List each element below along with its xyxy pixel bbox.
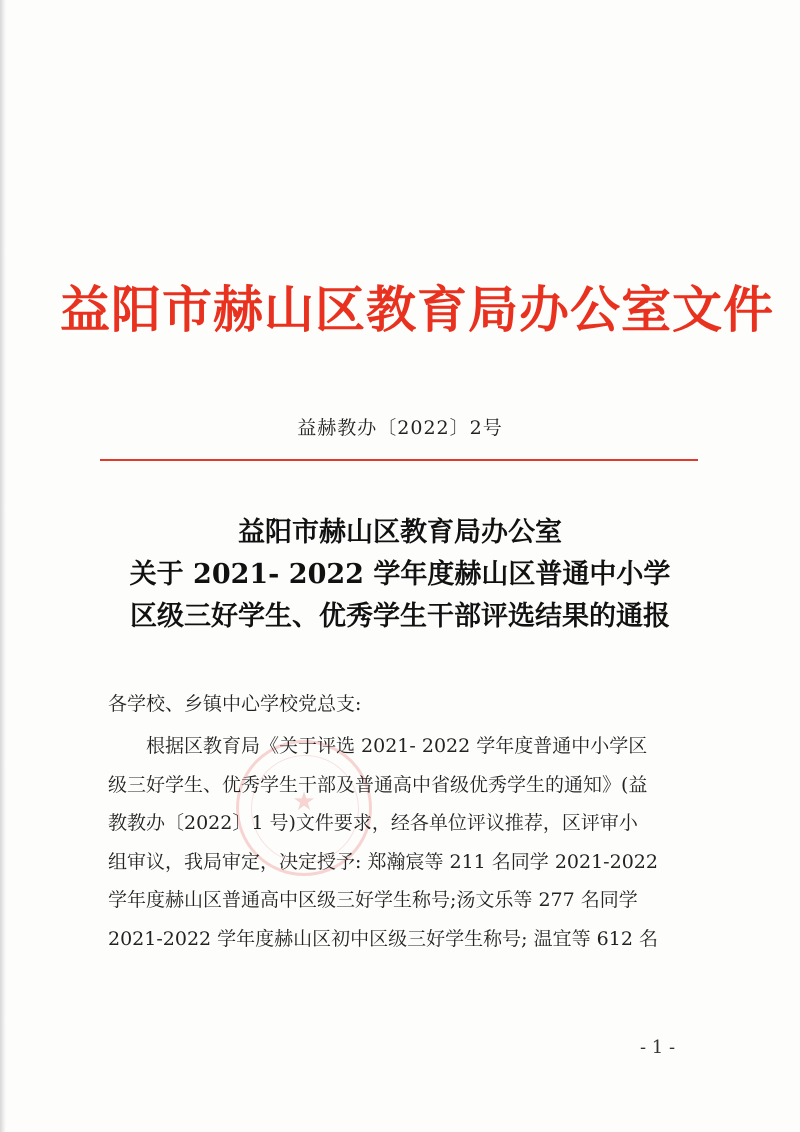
body-line: 教教办〔2022〕1 号)文件要求，经各单位评议推荐，区评审小 <box>108 812 638 834</box>
seal-star-icon: ★ <box>292 787 316 817</box>
document-masthead: 益阳市赫山区教育局办公室文件 <box>60 281 774 339</box>
body-line: 学年度赫山区普通高中区级三好学生称号;汤文乐等 277 名同学 <box>108 889 638 911</box>
body-paragraph <box>108 727 712 958</box>
scan-edge-shadow <box>0 0 6 1132</box>
body-line: 根据区教育局《关于评选 2021- 2022 学年度普通中小学区 <box>146 735 648 757</box>
body-line: 级三好学生、优秀学生干部及普通高中省级优秀学生的通知》(益 <box>108 773 648 796</box>
title-line-2: 关于 2021- 2022 学年度赫山区普通中小学 <box>129 559 671 590</box>
title-line-3: 区级三好学生、优秀学生干部评选结果的通报 <box>130 601 670 632</box>
page-number: - 1 - <box>640 1037 676 1058</box>
body-line: 2021-2022 学年度赫山区初中区级三好学生称号; 温宜等 612 名 <box>108 927 658 950</box>
title-line-1: 益阳市赫山区教育局办公室 <box>238 517 562 548</box>
document-number: 益赫教办〔2022〕2号 <box>297 417 503 439</box>
red-divider-line <box>100 459 698 461</box>
salutation: 各学校、乡镇中心学校党总支: <box>108 693 362 715</box>
document-title <box>40 512 760 638</box>
body-line: 组审议，我局审定，决定授予: 郑瀚宸等 211 名同学 2021-2022 <box>108 850 658 873</box>
